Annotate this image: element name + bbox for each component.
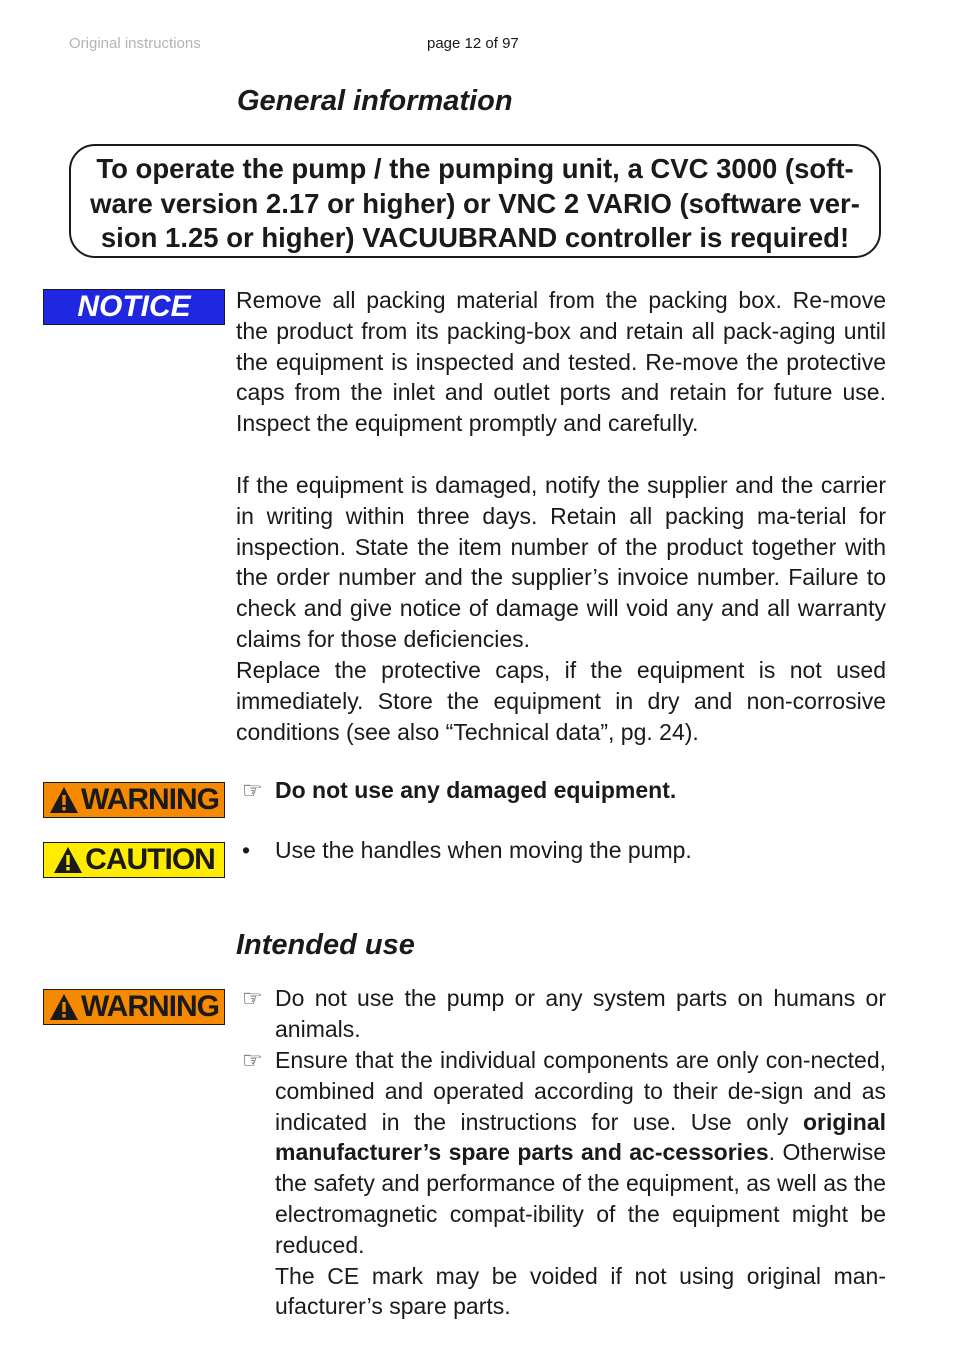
spare-parts-emphasis: original manufacturer’s spare parts and ac-cessories	[275, 1108, 886, 1166]
pointing-hand-icon: ☞	[242, 985, 263, 1011]
caution-badge	[43, 842, 225, 878]
warning-triangle-icon	[49, 993, 79, 1021]
intended-use-text	[275, 1045, 886, 1261]
notice-label: NOTICE	[77, 290, 191, 323]
intended-use-text-part: . Otherwise the safety and performance of the equipment, as well as the electromagnetic compat-ibility of the equipment might be reduced.	[275, 1139, 886, 1258]
intended-use-item	[236, 983, 886, 1045]
notice-badge	[43, 289, 225, 325]
requirement-line: To operate the pump / the pumping unit, a CVC 3000 (soft-	[96, 153, 854, 184]
warning-triangle-icon	[53, 846, 83, 874]
pointing-hand-icon: ☞	[242, 1047, 263, 1073]
notice-paragraph: If the equipment is damaged, notify the supplier and the carrier in writing within three days. Retain all packing ma-terial for inspection. State the item number of the product together with the order number and the supplier’s invoice number. Failure to check and give notice of damage will void any and all warranty claims for those deficiencies.	[236, 472, 886, 652]
bullet-icon: •	[242, 837, 251, 863]
warning-text: Do not use any damaged equipment.	[275, 777, 677, 803]
warning-badge	[43, 989, 225, 1025]
caution-item	[236, 835, 886, 866]
header-left-label: Original instructions	[69, 35, 201, 52]
caution-text: Use the handles when moving the pump.	[275, 837, 692, 863]
intended-use-text: Do not use the pump or any system parts on humans or animals.	[275, 985, 886, 1042]
intended-use-heading: Intended use	[236, 929, 415, 961]
warning-badge	[43, 782, 225, 818]
warning-item	[236, 775, 886, 806]
notice-paragraph: Replace the protective caps, if the equipment is not used immediately. Store the equipment in dry and non-corrosive conditions (see also “Technical data”, pg. 24).	[236, 657, 886, 745]
intended-use-item	[236, 1045, 886, 1322]
ce-mark-note: The CE mark may be voided if not using original man-ufacturer’s spare parts.	[275, 1262, 886, 1320]
intended-use-text-part: Ensure that the individual components are only con-nected, combined and operated according to their de-sign and as indicated in the instructions for use. Use only	[275, 1047, 886, 1135]
caution-label: CAUTION	[85, 843, 215, 876]
warning-label: WARNING	[81, 990, 219, 1023]
requirement-box	[69, 144, 881, 258]
page-number: page 12 of 97	[427, 35, 519, 52]
requirement-line: ware version 2.17 or higher) or VNC 2 VARIO (software ver-	[90, 187, 860, 219]
warning-label: WARNING	[81, 783, 219, 816]
requirement-line: sion 1.25 or higher) VACUUBRAND controller is required!	[100, 222, 850, 253]
notice-paragraph: Remove all packing material from the packing box. Re-move the product from its packing-box and retain all pack-aging until the equipment is inspected and tested. Re-move the protective caps from the inlet and outlet ports and retain for future use. Inspect the equipment promptly and carefully.	[236, 287, 886, 437]
warning-triangle-icon	[49, 786, 79, 814]
pointing-hand-icon: ☞	[242, 777, 263, 803]
general-information-heading: General information	[237, 85, 513, 117]
